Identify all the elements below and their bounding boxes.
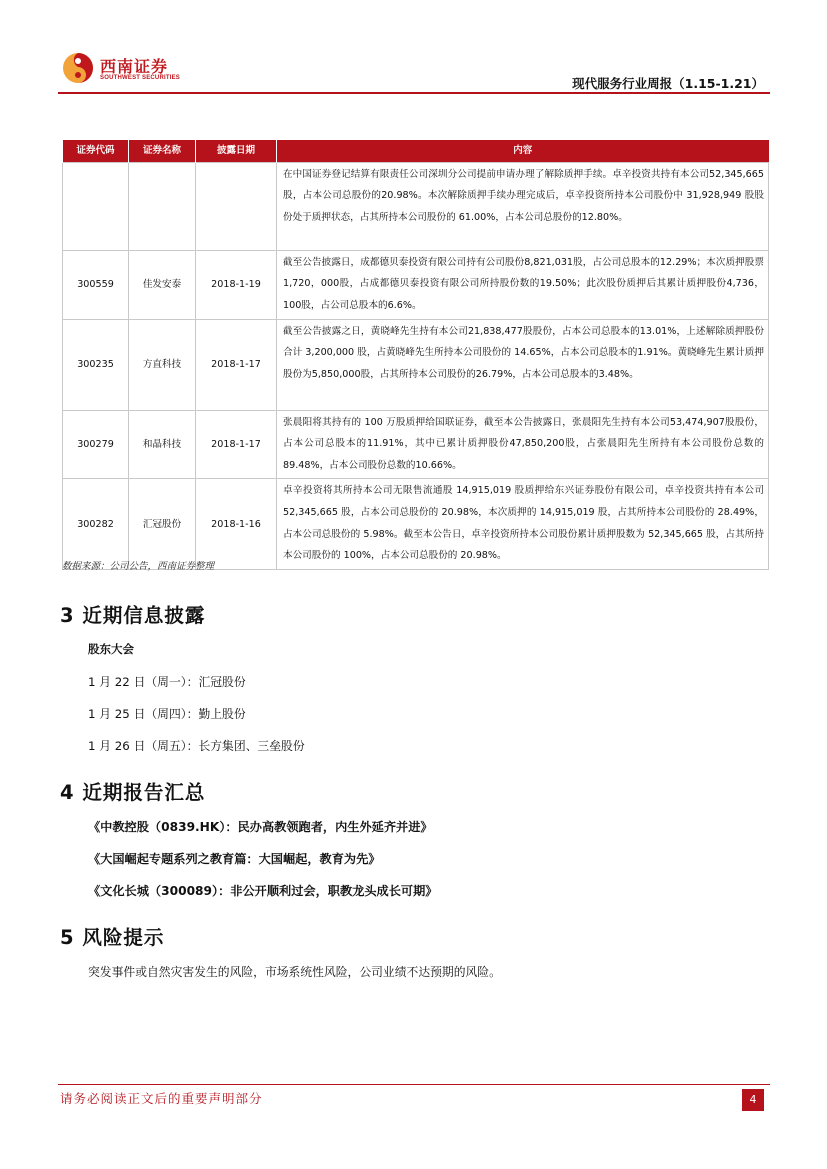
cell-code: 300279: [63, 410, 129, 479]
risk-text: 突发事件或自然灾害发生的风险，市场系统性风险，公司业绩不达预期的风险。: [88, 965, 501, 979]
header-date: 披露日期: [196, 140, 277, 162]
footer-divider: [58, 1084, 770, 1085]
cell-date: 2018-1-17: [196, 319, 277, 410]
table-header-row: [63, 140, 769, 162]
section-5-title: 5 风险提示: [60, 926, 165, 949]
cell-date: 2018-1-16: [196, 479, 277, 570]
report-link: 《中教控股（0839.HK）：民办高教领跑者，内生外延齐并进》: [88, 820, 433, 834]
cell-content: 张晨阳将其持有的 100 万股质押给国联证券，截至本公告披露日，张晨阳先生持有本公司53,474,907股股份，占本公司总股本的11.91%，其中已累计质押股份47,850,200股，占张晨阳先生所持有本公司股份总数的89.48%，占本公司股份总数的10.66%。: [277, 410, 769, 479]
cell-code: [63, 162, 129, 250]
cell-code: 300235: [63, 319, 129, 410]
meeting-item: 1 月 26 日（周五）：长方集团、三垒股份: [88, 739, 305, 753]
footer-disclaimer: 请务必阅读正文后的重要声明部分: [60, 1091, 263, 1106]
logo-english-text: SOUTHWEST SECURITIES: [100, 75, 181, 81]
header-code: 证券代码: [63, 140, 129, 162]
page-number: 4: [742, 1089, 764, 1111]
cell-name: [129, 162, 196, 250]
report-title: 现代服务行业周报（1.15-1.21）: [572, 76, 764, 91]
meeting-item: 1 月 25 日（周四）：勤上股份: [88, 707, 246, 721]
table-row: [63, 410, 769, 479]
cell-content: 卓辛投资将其所持本公司无限售流通股 14,915,019 股质押给东兴证券股份有限公司，卓辛投资共持有本公司 52,345,665 股，占本公司总股份的 20.98%，本次质押的 14,915,019 股，占其所持本公司股份的 28.49%，占本公司总股份的 5.98%。截至本公告日，卓辛投资所持本公司股份累计质押股数为 52,345,665 股，占其所持本公司股份的 100%，占本公司总股份的 20.98%。: [277, 479, 769, 570]
page-header: [58, 44, 770, 94]
company-logo: [62, 48, 182, 88]
logo-chinese-text: 西南证券: [100, 57, 169, 76]
cell-date: [196, 162, 277, 250]
cell-content: 在中国证券登记结算有限责任公司深圳分公司提前申请办理了解除质押手续。卓辛投资共持有本公司52,345,665股，占本公司总股份的20.98%。本次解除质押手续办理完成后，卓辛投资所持本公司股份中 31,928,949 股股份处于质押状态，占其所持本公司股份的 61.00%，占本公司总股份的12.80%。: [277, 162, 769, 250]
cell-code: 300282: [63, 479, 129, 570]
table-row: [63, 479, 769, 570]
section-4-title: 4 近期报告汇总: [60, 781, 206, 804]
report-link: 《大国崛起专题系列之教育篇：大国崛起，教育为先》: [88, 852, 381, 866]
header-content: 内容: [277, 140, 769, 162]
cell-content: 截至公告披露日，成都德贝泰投资有限公司持有公司股份8,821,031股，占公司总股本的12.29%；本次质押股票1,720，000股，占成都德贝泰投资有限公司所持股份数的19.50%；此次股份质押后其累计质押股份4,736，100股，占公司总股本的6.6%。: [277, 250, 769, 319]
cell-content: 截至公告披露之日，黄晓峰先生持有本公司21,838,477股股份，占本公司总股本的13.01%，上述解除质押股份合计 3,200,000 股，占黄晓峰先生所持本公司股份的 14.65%，占本公司总股本的1.91%。黄晓峰先生累计质押股份为5,850,000股，占其所持本公司股份的26.79%，占本公司总股本的3.48%。: [277, 319, 769, 410]
table-row: [63, 319, 769, 410]
meeting-item: 1 月 22 日（周一）：汇冠股份: [88, 675, 246, 689]
cell-date: 2018-1-19: [196, 250, 277, 319]
southwest-securities-logo-icon: [62, 52, 94, 84]
cell-name: 方直科技: [129, 319, 196, 410]
cell-code: 300559: [63, 250, 129, 319]
cell-name: 佳发安泰: [129, 250, 196, 319]
header-name: 证券名称: [129, 140, 196, 162]
header-divider: [58, 92, 770, 94]
table-row: [63, 162, 769, 250]
section-3-title: 3 近期信息披露: [60, 604, 206, 627]
table-row: [63, 250, 769, 319]
cell-name: 汇冠股份: [129, 479, 196, 570]
table-source-note: 数据来源：公司公告，西南证券整理: [62, 561, 215, 572]
pledge-table: [62, 140, 769, 570]
cell-name: 和晶科技: [129, 410, 196, 479]
section-3-subtitle: 股东大会: [88, 642, 134, 656]
report-link: 《文化长城（300089）：非公开顺利过会，职教龙头成长可期》: [88, 884, 438, 898]
cell-date: 2018-1-17: [196, 410, 277, 479]
